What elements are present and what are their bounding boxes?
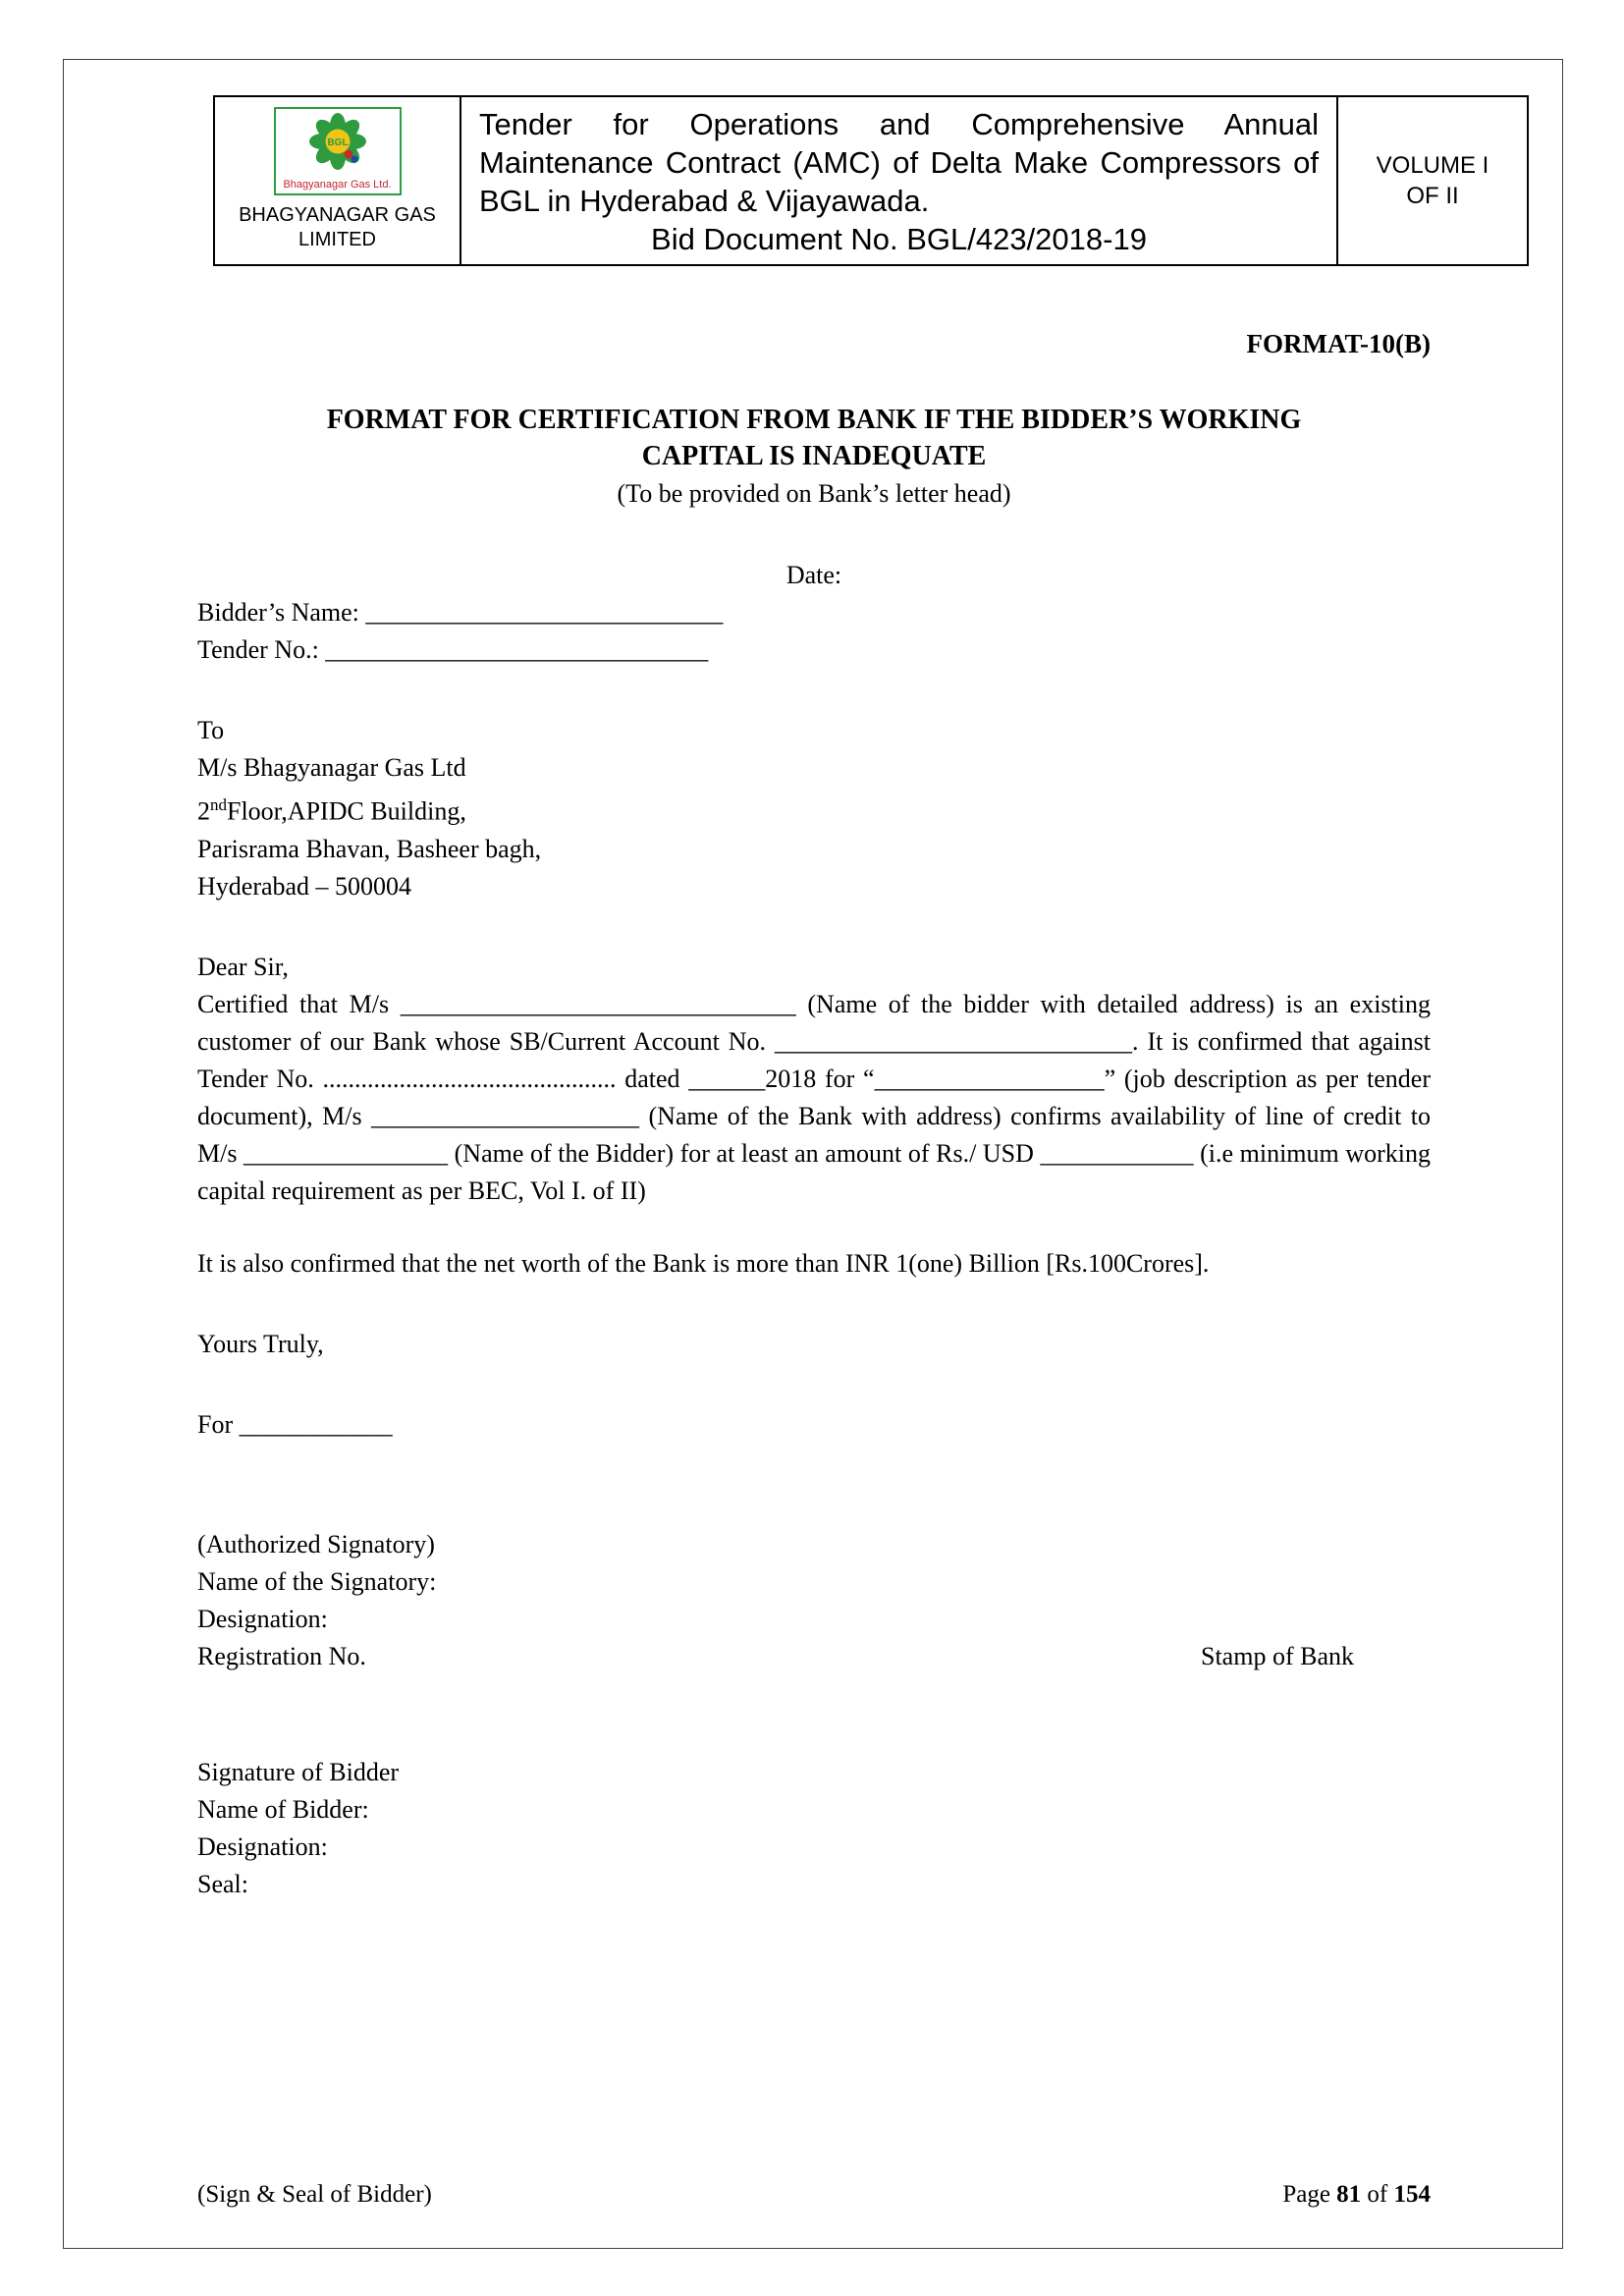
bidder-designation-label: Designation: <box>197 1831 328 1861</box>
address-line2: 2ndFloor,APIDC Building, <box>197 795 466 826</box>
authorized-signatory-label: (Authorized Signatory) <box>197 1529 435 1558</box>
bid-document-number: Bid Document No. BGL/423/2018-19 <box>651 222 1147 256</box>
recipient-address <box>197 712 1431 905</box>
tender-title: Tender for Operations and Comprehensive Annual Maintenance Contract (AMC) of Delta Make Compressors of BGL in Hyderabad & Vijayawada. <box>479 107 1319 218</box>
address-line3: Parisrama Bhavan, Basheer bagh, <box>197 834 542 863</box>
logo-acronym: BGL <box>326 137 349 148</box>
company-name-line2: LIMITED <box>298 229 376 250</box>
page-footer <box>197 2179 1431 2211</box>
company-logo <box>274 107 402 195</box>
certification-paragraph: Certified that M/s _______________________________ (Name of the bidder with detailed address) is an existing customer of our Bank whose SB/Current Account No. ____________________________. It is confirmed that against Tender No. .............................................. dated ______2018 for “__________________” (job description as per tender document), M/s _____________________ (Name of the Bank with address) confirms availability of line of credit to M/s ________________ (Name of the Bidder) for at least an amount of Rs./ USD ____________ (i.e minimum working capital requirement as per BEC, Vol I. of II) <box>197 989 1431 1205</box>
signatory-name-label: Name of the Signatory: <box>197 1566 437 1596</box>
for-line: For ____________ <box>197 1409 393 1439</box>
volume-line2: OF II <box>1406 183 1459 209</box>
header-table <box>213 95 1529 266</box>
closing: Yours Truly, <box>197 1329 324 1358</box>
networth-paragraph: It is also confirmed that the net worth of the Bank is more than INR 1(one) Billion [Rs.100Crores]. <box>197 1248 1210 1278</box>
footer-sign-seal: (Sign & Seal of Bidder) <box>197 2181 432 2208</box>
signatory-designation-label: Designation: <box>197 1604 328 1633</box>
bgl-logo-icon <box>304 113 371 174</box>
format-label: FORMAT-10(B) <box>1246 329 1431 358</box>
authorized-signatory-block <box>197 1526 1431 1675</box>
address-line4: Hyderabad – 500004 <box>197 871 412 901</box>
volume-line1: VOLUME I <box>1376 152 1489 179</box>
document-title-line1: FORMAT FOR CERTIFICATION FROM BANK IF THE BIDDER’S WORKING <box>326 405 1302 435</box>
document-title-line2: CAPITAL IS INADEQUATE <box>641 441 987 471</box>
document-body <box>197 327 1431 1903</box>
bidder-name-label: Name of Bidder: <box>197 1794 369 1824</box>
logo-cell <box>214 96 460 265</box>
registration-no-label: Registration No. <box>197 1641 366 1670</box>
stamp-of-bank-label: Stamp of Bank <box>1201 1641 1354 1670</box>
document-title <box>197 402 1431 474</box>
ordinal-superscript: nd <box>210 795 227 814</box>
document-subtitle: (To be provided on Bank’s letter head) <box>617 479 1011 508</box>
header-title-cell <box>460 96 1337 265</box>
volume-label <box>1337 96 1528 265</box>
salutation: Dear Sir, <box>197 952 289 981</box>
page-number: Page 81 of 154 <box>1282 2181 1431 2208</box>
address-line1: M/s Bhagyanagar Gas Ltd <box>197 753 466 782</box>
bidder-seal-label: Seal: <box>197 1869 248 1898</box>
logo-tagline: Bhagyanagar Gas Ltd. <box>283 179 392 191</box>
bidder-signature-label: Signature of Bidder <box>197 1757 400 1786</box>
tender-no-field: Tender No.: ______________________________ <box>197 635 709 664</box>
page-frame <box>63 59 1563 2249</box>
company-name-line1: BHAGYANAGAR GAS <box>239 204 436 226</box>
company-name <box>221 203 454 252</box>
address-to: To <box>197 716 225 744</box>
bidder-name-field: Bidder’s Name: ____________________________ <box>197 598 724 627</box>
bidder-signature-block <box>197 1754 1431 1903</box>
date-label: Date: <box>785 561 842 589</box>
